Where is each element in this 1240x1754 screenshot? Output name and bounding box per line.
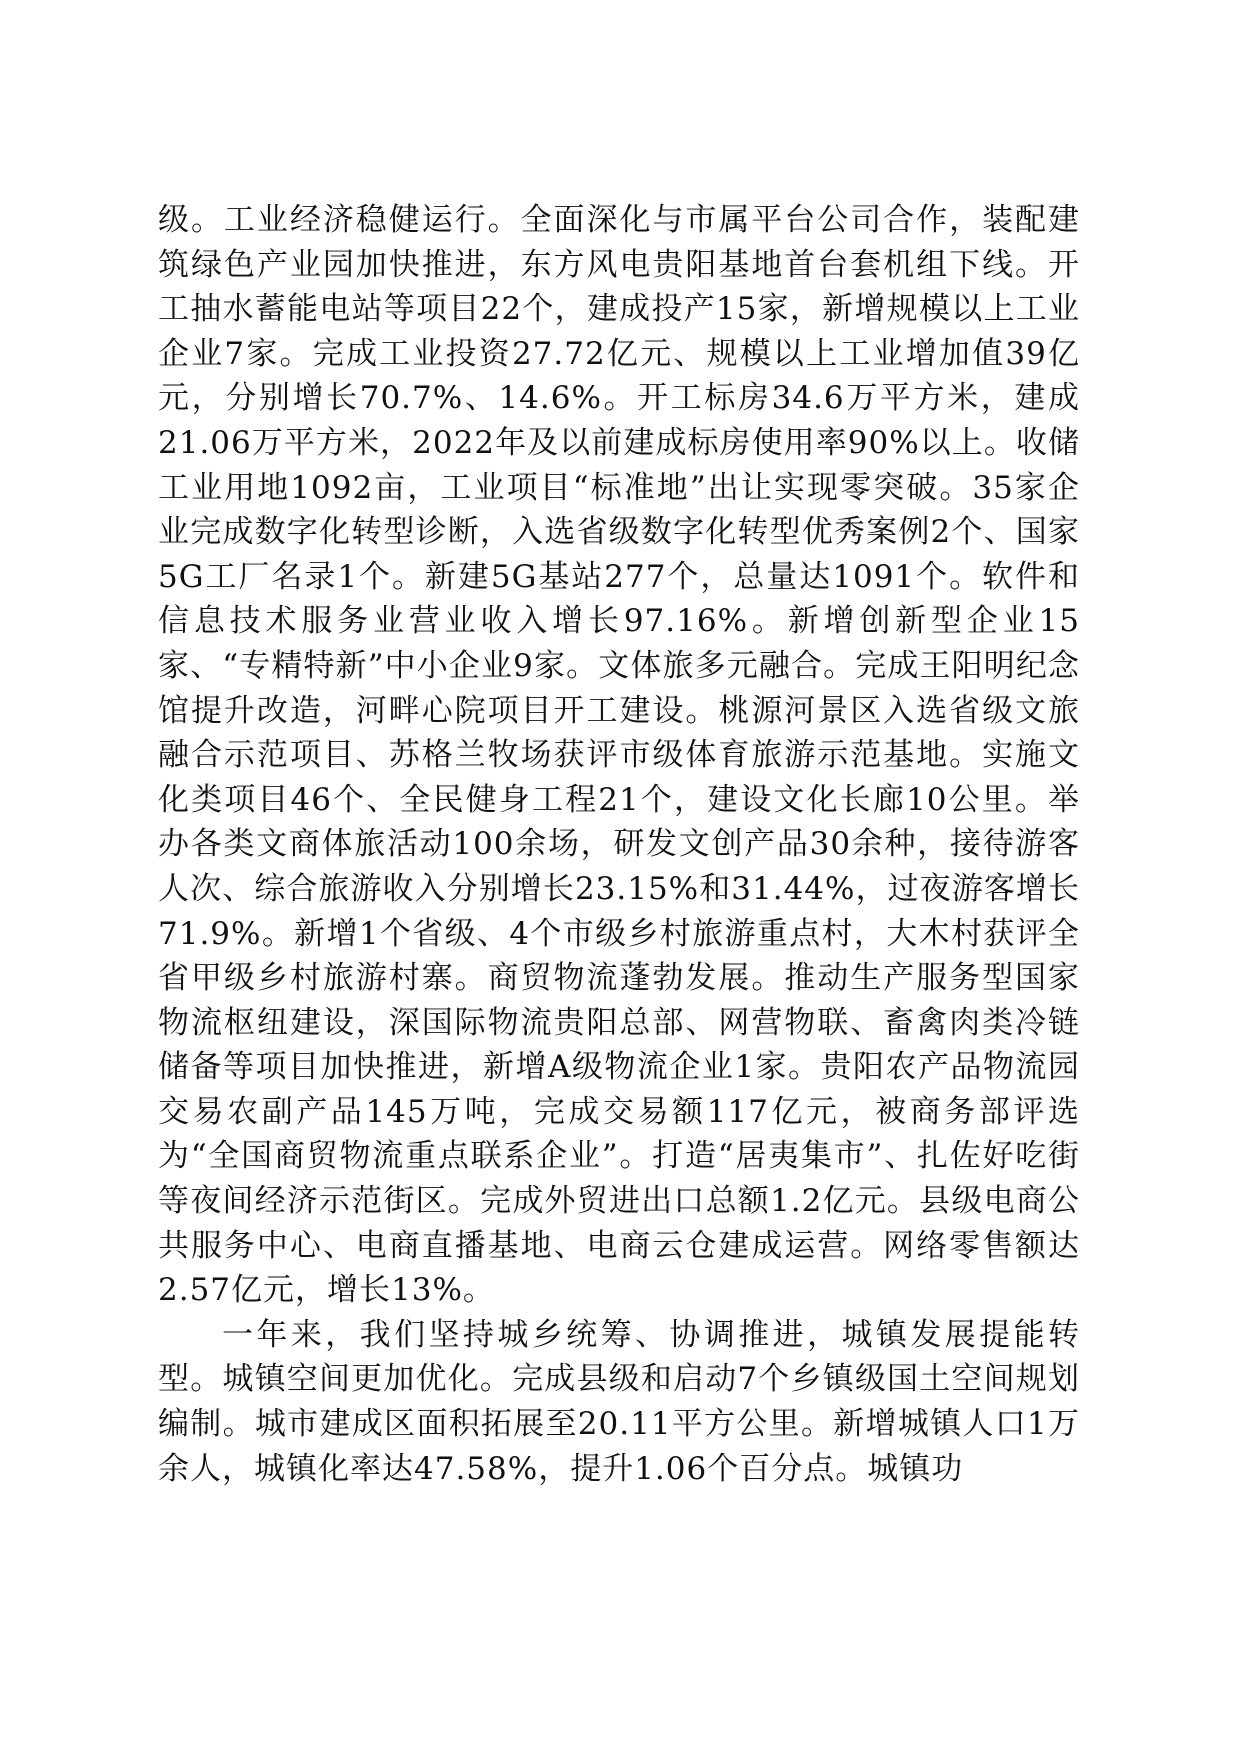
document-body: [158, 198, 1080, 1491]
paragraph-urban-development: 一年来，我们坚持城乡统筹、协调推进，城镇发展提能转型。城镇空间更加优化。完成县级和启动7个乡镇级国土空间规划编制。城市建成区面积拓展至20.11平方公里。新增城镇人口1万余人，城镇化率达47.58%，提升1.06个百分点。城镇功: [158, 1316, 1080, 1487]
paragraph-industry-culture-commerce: 级。工业经济稳健运行。全面深化与市属平台公司合作，装配建筑绿色产业园加快推进，东方风电贵阳基地首台套机组下线。开工抽水蓄能电站等项目22个，建成投产15家，新增规模以上工业企业7家。完成工业投资27.72亿元、规模以上工业增加值39亿元，分别增长70.7%、14.6%。开工标房34.6万平方米，建成21.06万平方米，2022年及以前建成标房使用率90%以上。收储工业用地1092亩，工业项目“标准地”出让实现零突破。35家企业完成数字化转型诊断，入选省级数字化转型优秀案例2个、国家5G工厂名录1个。新建5G基站277个，总量达1091个。软件和信息技术服务业营业收入增长97.16%。新增创新型企业15家、“专精特新”中小企业9家。文体旅多元融合。完成王阳明纪念馆提升改造，河畔心院项目开工建设。桃源河景区入选省级文旅融合示范项目、苏格兰牧场获评市级体育旅游示范基地。实施文化类项目46个、全民健身工程21个，建设文化长廊10公里。举办各类文商体旅活动100余场，研发文创产品30余种，接待游客人次、综合旅游收入分别增长23.15%和31.44%，过夜游客增长71.9%。新增1个省级、4个市级乡村旅游重点村，大木村获评全省甲级乡村旅游村寨。商贸物流蓬勃发展。推动生产服务型国家物流枢纽建设，深国际物流贵阳总部、网营物联、畜禽肉类冷链储备等项目加快推进，新增A级物流企业1家。贵阳农产品物流园交易农副产品145万吨，完成交易额117亿元，被商务部评选为“全国商贸物流重点联系企业”。打造“居夷集市”、扎佐好吃街等夜间经济示范街区。完成外贸进出口总额1.2亿元。县级电商公共服务中心、电商直播基地、电商云仓建成运营。网络零售额达2.57亿元，增长13%。: [158, 202, 1080, 1309]
